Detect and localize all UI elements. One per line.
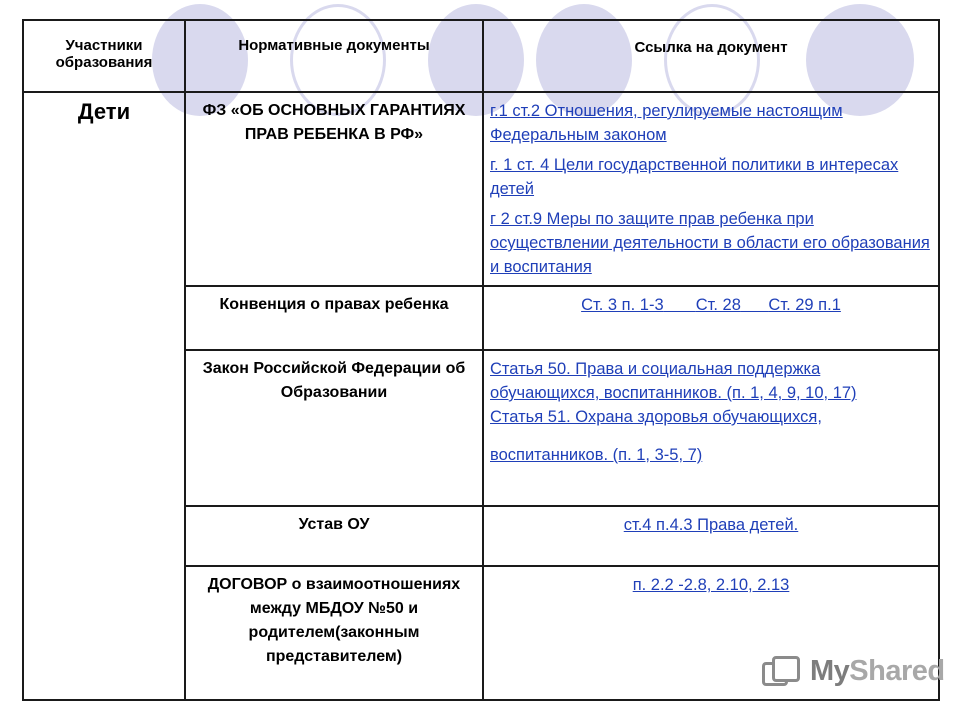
participant-cell: Дети [23, 92, 185, 700]
link-part[interactable]: Ст. 29 п.1 [768, 296, 841, 314]
link-part[interactable]: Ст. 28 [695, 296, 741, 314]
document-link[interactable]: г. 1 ст. 4 Цели государственной политики в интересах детей [490, 156, 899, 198]
document-link[interactable]: г.1 ст.2 Отношения, регулируемые настоящим Федеральным законом [490, 102, 843, 144]
document-cell: Закон Российской Федерации об Образовании [185, 350, 483, 506]
table-header-row [23, 20, 939, 92]
document-cell: Устав ОУ [185, 506, 483, 566]
document-link[interactable]: ст.4 п.4.3 Права детей. [623, 516, 799, 534]
normative-documents-table [22, 19, 940, 701]
document-cell: ФЗ «ОБ ОСНОВНЫХ ГАРАНТИЯХ ПРАВ РЕБЕНКА В РФ» [185, 92, 483, 286]
slides-icon [762, 654, 804, 688]
document-link[interactable]: п. 2.2 -2.8, 2.10, 2.13 [632, 576, 790, 594]
document-link[interactable]: Статья 51. Охрана здоровья обучающихся, [490, 408, 822, 426]
links-cell [483, 286, 939, 350]
link-part[interactable]: Ст. 3 п. 1-3 [581, 296, 664, 314]
document-link[interactable]: воспитанников. (п. 1, 3-5, 7) [490, 446, 703, 464]
myshared-logo [762, 654, 945, 688]
logo-text-my: My [810, 654, 850, 687]
header-link: Ссылка на документ [483, 20, 939, 92]
table-row [23, 92, 939, 286]
header-documents: Нормативные документы [185, 20, 483, 92]
header-participants: Участники образования [23, 20, 185, 92]
links-cell [483, 506, 939, 566]
document-link[interactable] [581, 296, 841, 314]
logo-text-shared: Shared [849, 654, 945, 687]
document-link[interactable]: Статья 50. Права и социальная поддержка обучающихся, воспитанников. (п. 1, 4, 9, 10, 17) [490, 360, 857, 402]
links-cell [483, 350, 939, 506]
links-cell [483, 92, 939, 286]
document-cell: Конвенция о правах ребенка [185, 286, 483, 350]
document-cell: ДОГОВОР о взаимоотношениях между МБДОУ №50 и родителем(законным представителем) [185, 566, 483, 700]
document-link[interactable]: г 2 ст.9 Меры по защите прав ребенка при осуществлении деятельности в области его образования и воспитания [490, 210, 930, 276]
